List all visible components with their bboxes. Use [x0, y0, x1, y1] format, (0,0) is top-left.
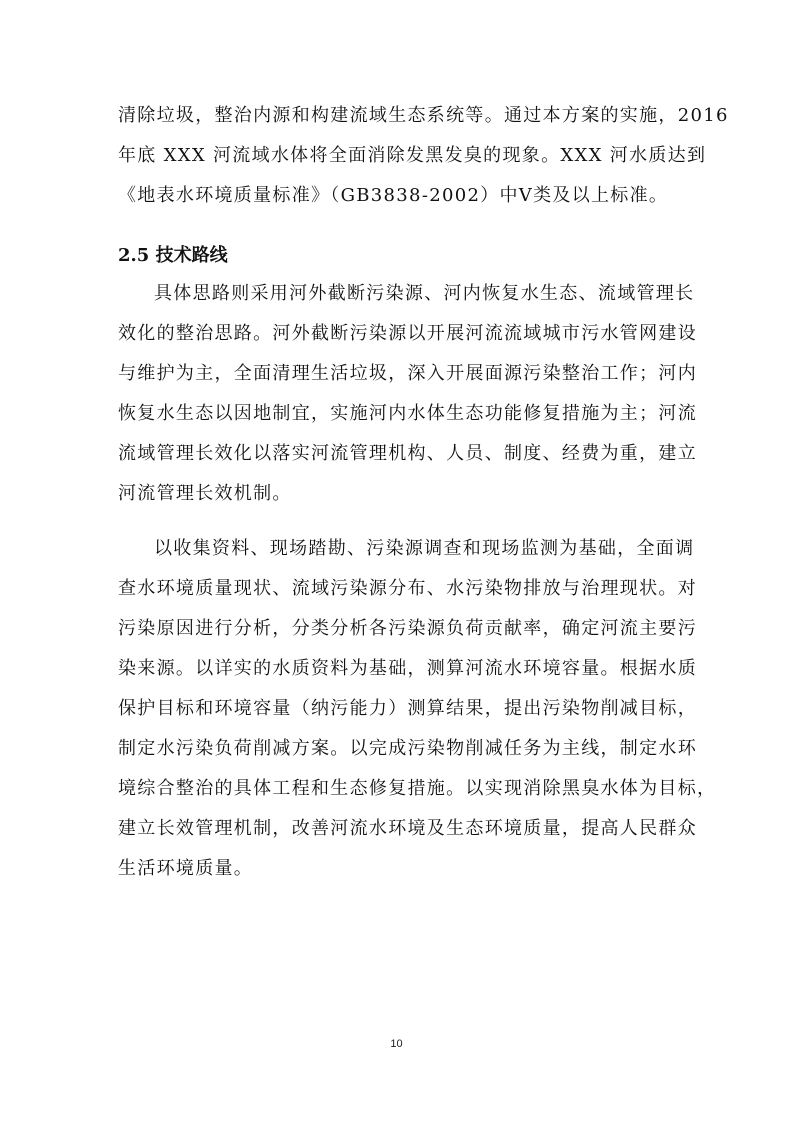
- paragraph1-line-5: 流域管理长效化以落实河流管理机构、人员、制度、经费为重，建立: [118, 443, 697, 464]
- paragraph2-line-8: 建立长效管理机制，改善河流水环境及生态环境质量，提高人民群众: [118, 818, 697, 839]
- intro-line-1: 清除垃圾，整治内源和构建流域生态系统等。通过本方案的实施，2016: [118, 105, 729, 126]
- paragraph2-line-2: 查水环境质量现状、流域污染源分布、水污染物排放与治理现状。对: [118, 578, 697, 599]
- paragraph1-line-6: 河流管理长效机制。: [118, 483, 292, 504]
- paragraph2-line-7: 境综合整治的具体工程和生态修复措施。以实现消除黑臭水体为目标，: [118, 778, 717, 799]
- paragraph2-line-3: 污染原因进行分析，分类分析各污染源负荷贡献率，确定河流主要污: [118, 618, 697, 639]
- paragraph1-line-4: 恢复水生态以因地制宜，实施河内水体生态功能修复措施为主；河流: [118, 403, 697, 424]
- paragraph2-line-9: 生活环境质量。: [118, 858, 254, 879]
- paragraph1-line-2: 效化的整治思路。河外截断污染源以开展河流流域城市污水管网建设: [118, 323, 697, 344]
- paragraph2-line-4: 染来源。以详实的水质资料为基础，测算河流水环境容量。根据水质: [118, 658, 697, 679]
- intro-line-2: 年底 XXX 河流域水体将全面消除发黑发臭的现象。XXX 河水质达到: [118, 145, 707, 166]
- paragraph1-line-1: 具体思路则采用河外截断污染源、河内恢复水生态、流域管理长: [154, 283, 695, 304]
- section-heading: 2.5 技术路线: [118, 245, 228, 266]
- paragraph2-line-5: 保护目标和环境容量（纳污能力）测算结果，提出污染物削减目标，: [118, 698, 697, 719]
- paragraph2-line-1: 以收集资料、现场踏勘、污染源调查和现场监测为基础，全面调: [154, 538, 695, 559]
- page-number: 10: [390, 1038, 403, 1050]
- paragraph2-line-6: 制定水污染负荷削减方案。以完成污染物削减任务为主线，制定水环: [118, 738, 697, 759]
- paragraph1-line-3: 与维护为主，全面清理生活垃圾，深入开展面源污染整治工作；河内: [118, 363, 697, 384]
- intro-line-3: 《地表水环境质量标准》（GB3838-2002）中Ⅴ类及以上标准。: [118, 185, 669, 206]
